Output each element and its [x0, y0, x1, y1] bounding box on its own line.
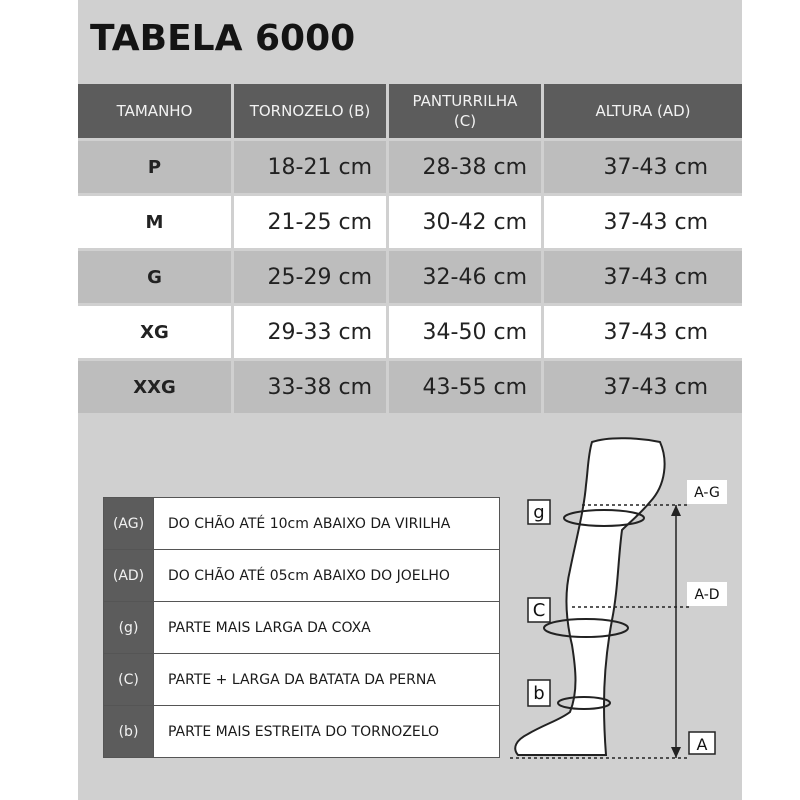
size-table-header: [78, 84, 742, 138]
header-tamanho: TAMANHO: [78, 84, 234, 138]
header-panturrilha-line2: (C): [453, 112, 477, 130]
panturrilha-cell: 30-42 cm: [389, 196, 544, 248]
tornozelo-cell: 33-38 cm: [234, 361, 389, 413]
legend-code: (AD): [104, 550, 154, 601]
label-ag: A-G: [694, 485, 720, 501]
size-cell: P: [78, 141, 234, 193]
legend-desc: PARTE + LARGA DA BATATA DA PERNA: [168, 671, 436, 688]
legend-desc: DO CHÃO ATÉ 05cm ABAIXO DO JOELHO: [168, 567, 450, 584]
measurement-legend: [103, 497, 500, 758]
header-panturrilha-line1: PANTURRILHA: [412, 92, 518, 110]
size-cell: G: [78, 251, 234, 303]
legend-row: [104, 601, 499, 653]
altura-cell: 37-43 cm: [544, 141, 742, 193]
legend-row: [104, 549, 499, 601]
size-cell: XG: [78, 306, 234, 358]
table-row: [78, 306, 742, 358]
arrow-up-icon: [671, 505, 681, 516]
panturrilha-cell: 32-46 cm: [389, 251, 544, 303]
label-g: g: [533, 502, 545, 523]
size-cell: XXG: [78, 361, 234, 413]
tornozelo-cell: 18-21 cm: [234, 141, 389, 193]
legend-code: (g): [104, 602, 154, 653]
altura-cell: 37-43 cm: [544, 251, 742, 303]
altura-cell: 37-43 cm: [544, 306, 742, 358]
tornozelo-cell: 29-33 cm: [234, 306, 389, 358]
altura-cell: 37-43 cm: [544, 196, 742, 248]
label-a: A: [696, 735, 708, 754]
size-cell: M: [78, 196, 234, 248]
altura-cell: 37-43 cm: [544, 361, 742, 413]
size-table: [78, 84, 742, 416]
legend-row: [104, 653, 499, 705]
legend-code: (b): [104, 706, 154, 757]
table-row: [78, 361, 742, 413]
table-row: [78, 141, 742, 193]
header-tornozelo: TORNOZELO (B): [234, 84, 389, 138]
tornozelo-cell: 21-25 cm: [234, 196, 389, 248]
header-altura: ALTURA (AD): [544, 84, 742, 138]
legend-row: [104, 705, 499, 757]
legend-code: (C): [104, 654, 154, 705]
label-b: b: [533, 683, 545, 704]
legend-row: [104, 498, 499, 549]
legend-desc: PARTE MAIS LARGA DA COXA: [168, 619, 371, 636]
panturrilha-cell: 43-55 cm: [389, 361, 544, 413]
arrow-down-icon: [671, 747, 681, 758]
table-row: [78, 251, 742, 303]
panturrilha-cell: 28-38 cm: [389, 141, 544, 193]
page-title: TABELA 6000: [90, 18, 356, 59]
tornozelo-cell: 25-29 cm: [234, 251, 389, 303]
table-row: [78, 196, 742, 248]
legend-code: (AG): [104, 498, 154, 549]
legend-desc: DO CHÃO ATÉ 10cm ABAIXO DA VIRILHA: [168, 515, 451, 532]
label-ad: A-D: [694, 587, 720, 603]
label-c: C: [532, 600, 546, 621]
leg-outline-icon: [515, 438, 664, 755]
leg-diagram: [500, 430, 735, 765]
panturrilha-cell: 34-50 cm: [389, 306, 544, 358]
legend-desc: PARTE MAIS ESTREITA DO TORNOZELO: [168, 723, 440, 740]
header-panturrilha: [389, 84, 544, 138]
